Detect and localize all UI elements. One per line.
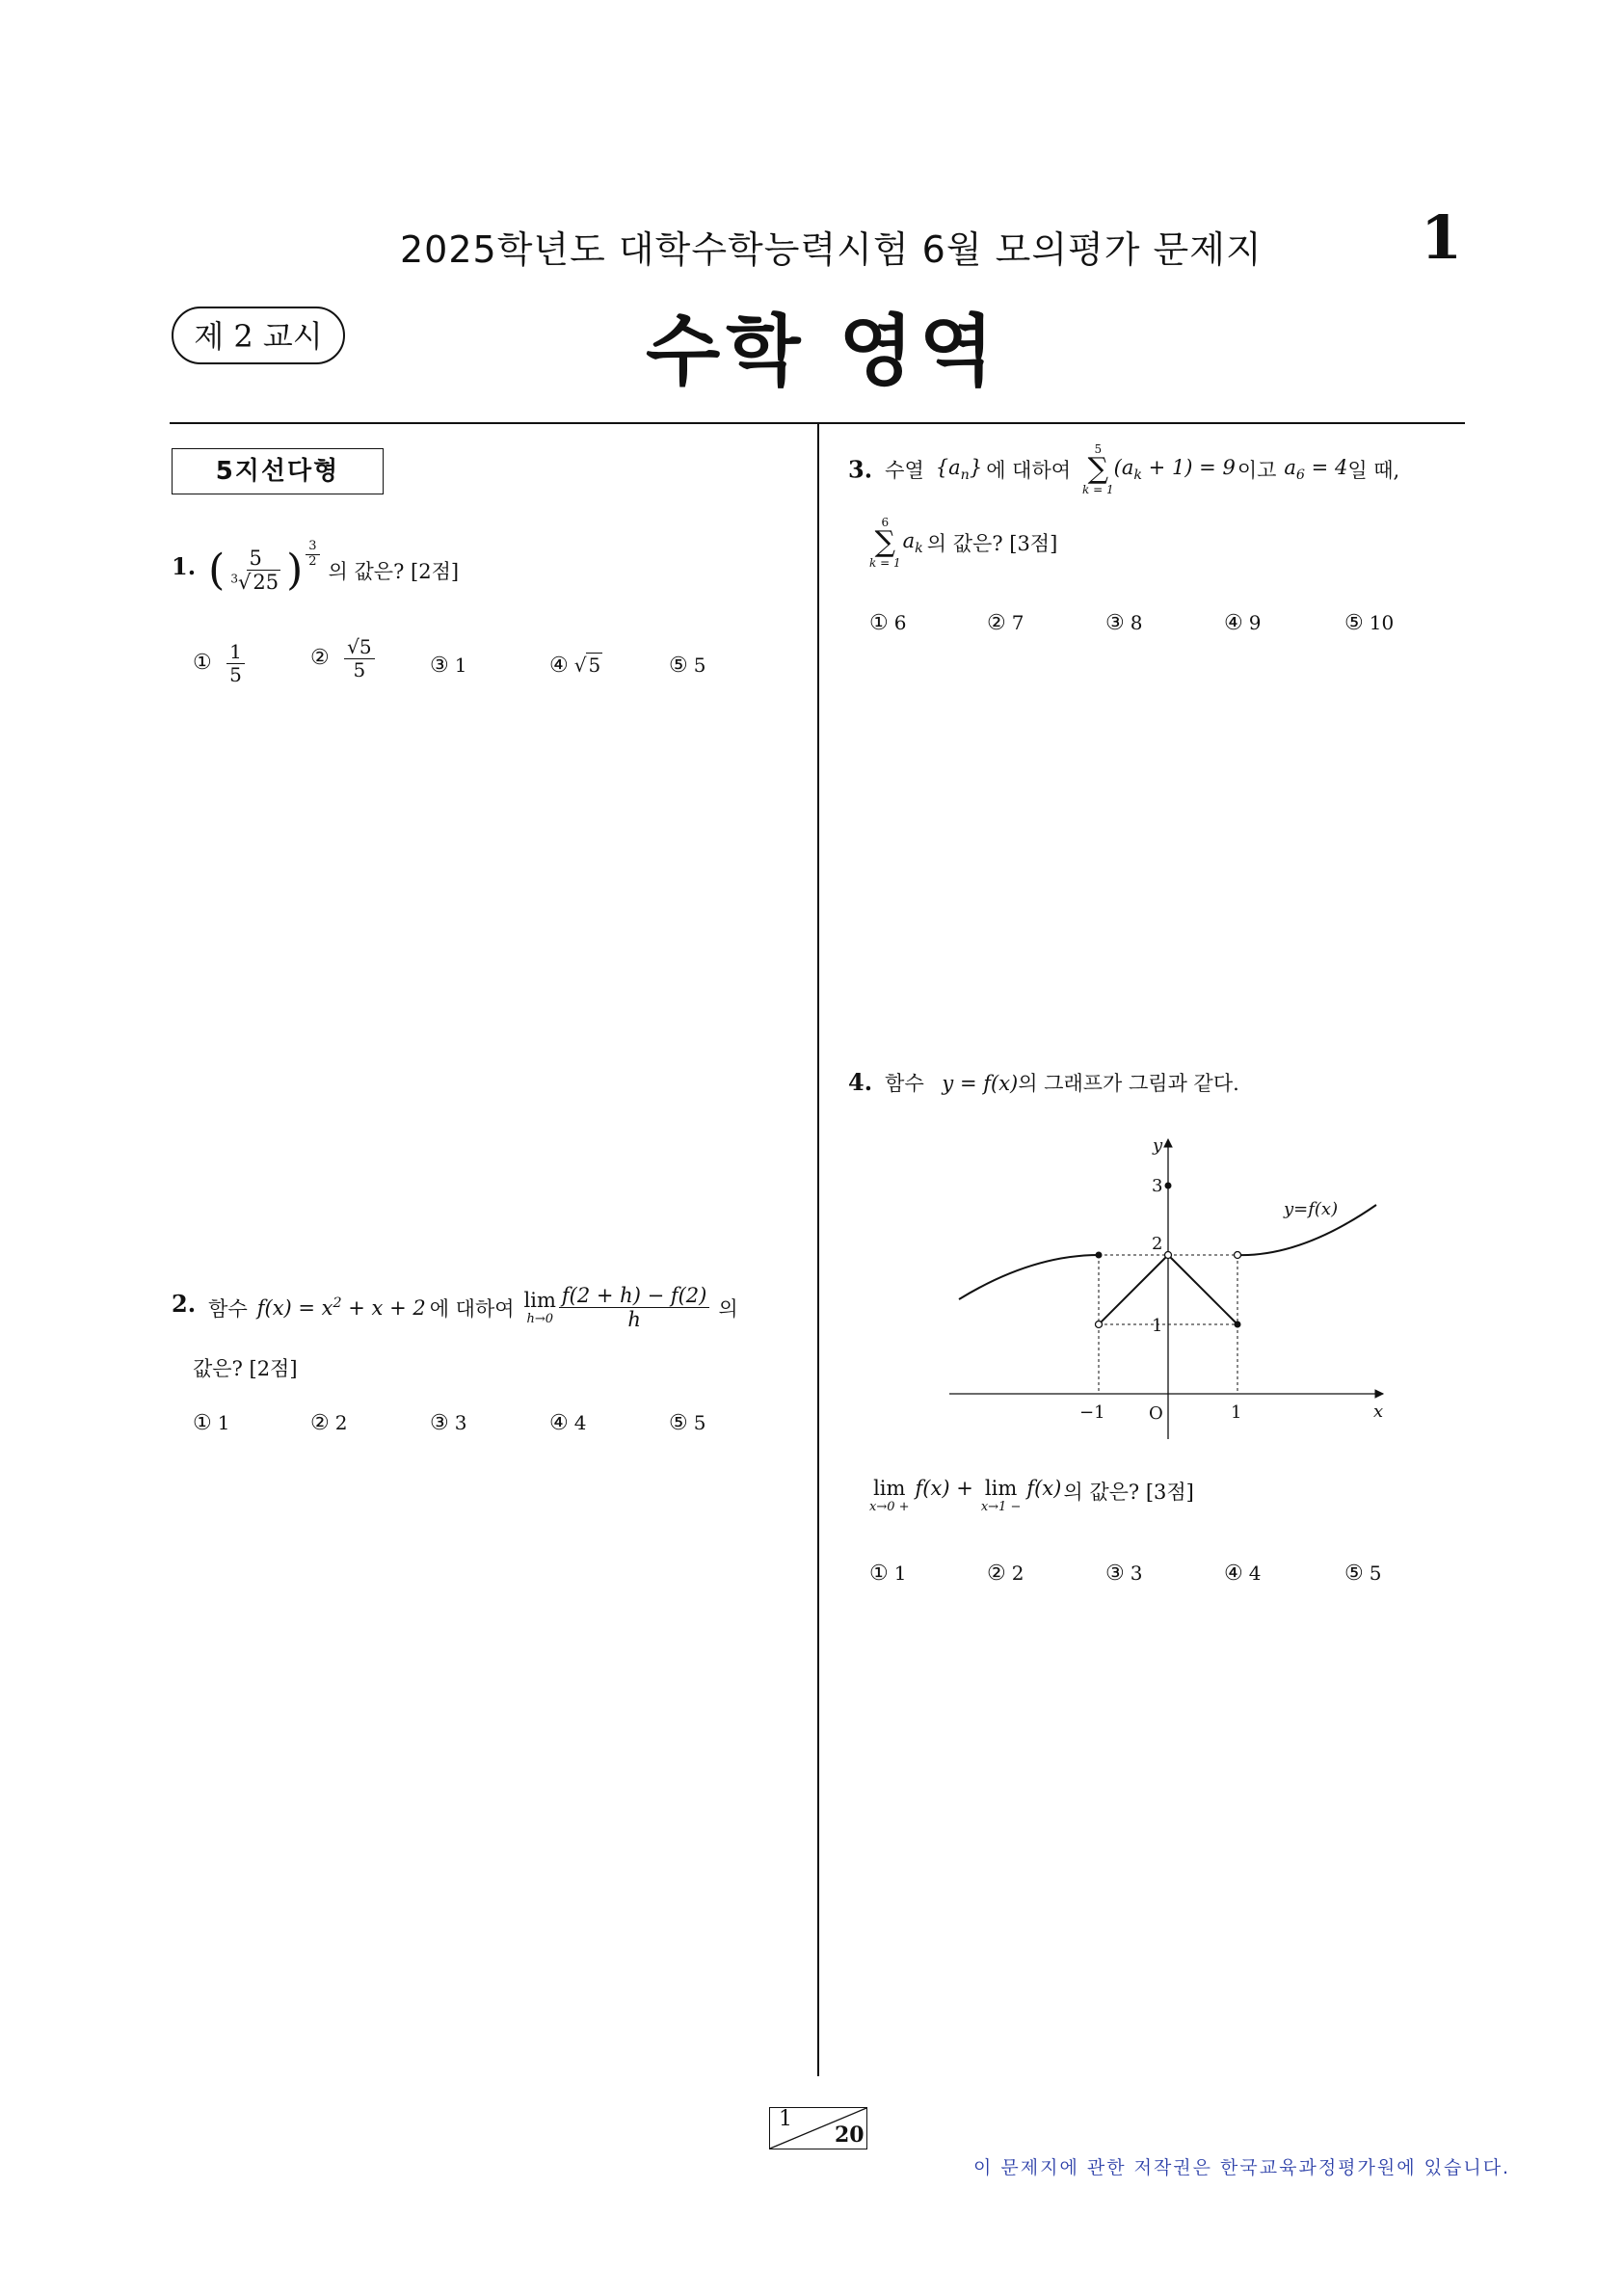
y-tick-label: 3 — [1152, 1176, 1163, 1196]
limit: lim h→0 — [523, 1289, 556, 1327]
q1-choice-4[interactable]: ④ √ 5 — [549, 654, 601, 678]
q2-choice-2[interactable]: ② 2 — [310, 1411, 348, 1435]
period-badge: 제 2 교시 — [172, 307, 345, 364]
curve-label: y=f(x) — [1284, 1199, 1339, 1219]
current-page: 1 — [779, 2107, 792, 2131]
question-2: 2. 함수 $f(x) = x^2 + x + 2$ 에 대하여 lim h→0 $\frac{f(2 + h) - f(2)}{h}$ 의 — [172, 1284, 738, 1332]
exam-title: 2025학년도 대학수학능력시험 6월 모의평가 문제지 — [400, 228, 1263, 271]
question-3: 3. 수열 $\{a_n\}$ 에 대하여 5 ∑ k = 1 $(a_k + 1) = 9$ 이고 $a_6 = 4$ 일 때, — [848, 442, 1400, 496]
q1-choice-1[interactable]: ① $\frac{1}{5}$ — [193, 641, 248, 686]
q3-choice-2[interactable]: ② 7 — [987, 611, 1024, 635]
total-pages: 20 — [835, 2122, 865, 2148]
q2-choice-3[interactable]: ③ 3 — [430, 1411, 467, 1435]
q3-choice-3[interactable]: ③ 8 — [1105, 611, 1143, 635]
x-axis-label: x — [1373, 1402, 1384, 1422]
q4-choice-4[interactable]: ④ 4 — [1224, 1562, 1262, 1586]
question-1 — [172, 539, 460, 595]
function-graph — [945, 1135, 1388, 1444]
q4-limit-expression: lim x→0 + f(x) + lim x→1 − f(x) 의 값은? [3점] — [869, 1477, 1194, 1514]
point-open — [1096, 1322, 1103, 1328]
x-axis-arrow — [1375, 1390, 1383, 1398]
q2-choice-4[interactable]: ④ 4 — [549, 1411, 587, 1435]
q1-choice-5[interactable]: ⑤ 5 — [669, 654, 706, 678]
q2-choice-5[interactable]: ⑤ 5 — [669, 1411, 706, 1435]
point-closed — [1096, 1252, 1103, 1259]
point-open — [1235, 1252, 1241, 1259]
x-tick-label: 1 — [1231, 1402, 1242, 1423]
segment-right — [1168, 1255, 1237, 1324]
section-type-box: 5지선다형 — [172, 448, 384, 494]
y-axis-arrow — [1164, 1139, 1172, 1147]
summation: 6 ∑ k = 1 — [869, 516, 901, 570]
point-closed — [1165, 1183, 1172, 1189]
y-axis-label: y — [1153, 1135, 1163, 1156]
point-open — [1165, 1252, 1172, 1259]
column-divider — [817, 424, 819, 2076]
q1-choice-3[interactable]: ③ 1 — [430, 654, 467, 678]
q4-choice-2[interactable]: ② 2 — [987, 1562, 1024, 1586]
q3-choice-4[interactable]: ④ 9 — [1224, 611, 1262, 635]
q1-choice-2[interactable]: ② $\frac{√5}{5}$ — [310, 636, 378, 681]
q2-line2: 값은? [2점] — [193, 1357, 298, 1380]
y-tick-label: 2 — [1152, 1234, 1163, 1254]
subject-title: 수학 영역 — [646, 307, 999, 396]
difference-quotient: $\frac{f(2 + h) - f(2)}{h}$ — [559, 1284, 709, 1331]
q3-choice-1[interactable]: ① 6 — [869, 611, 907, 635]
question-1-expression: ( $\frac{5}{^3√25}$ ) $\frac{3}{2}$ 의 값은? [2점] — [208, 539, 460, 595]
page-number: 1 — [1421, 202, 1463, 273]
exponent-fraction: $\frac{3}{2}$ — [306, 540, 319, 570]
fraction: $\frac{5}{^3√25}$ — [230, 546, 279, 594]
curve-left — [959, 1255, 1099, 1299]
origin-label: O — [1149, 1403, 1163, 1424]
copyright-note: 이 문제지에 관한 저작권은 한국교육과정평가원에 있습니다. — [973, 2157, 1511, 2178]
question-4: 4. 함수 y = f(x)의 그래프가 그림과 같다. — [848, 1068, 1239, 1096]
q4-choice-5[interactable]: ⑤ 5 — [1344, 1562, 1382, 1586]
q3-choice-5[interactable]: ⑤ 10 — [1344, 611, 1395, 635]
q3-line2: 6 ∑ k = 1 $a_k$ 의 값은? [3점] — [869, 516, 1058, 570]
q2-choice-1[interactable]: ① 1 — [193, 1411, 230, 1435]
question-number: 1. — [172, 552, 197, 580]
y-tick-label: 1 — [1152, 1316, 1163, 1336]
q4-choice-3[interactable]: ③ 3 — [1105, 1562, 1143, 1586]
point-closed — [1235, 1322, 1241, 1328]
summation: 5 ∑ k = 1 — [1082, 442, 1114, 496]
q4-choice-1[interactable]: ① 1 — [869, 1562, 907, 1586]
segment-left — [1099, 1255, 1168, 1324]
x-tick-label: −1 — [1079, 1402, 1105, 1423]
